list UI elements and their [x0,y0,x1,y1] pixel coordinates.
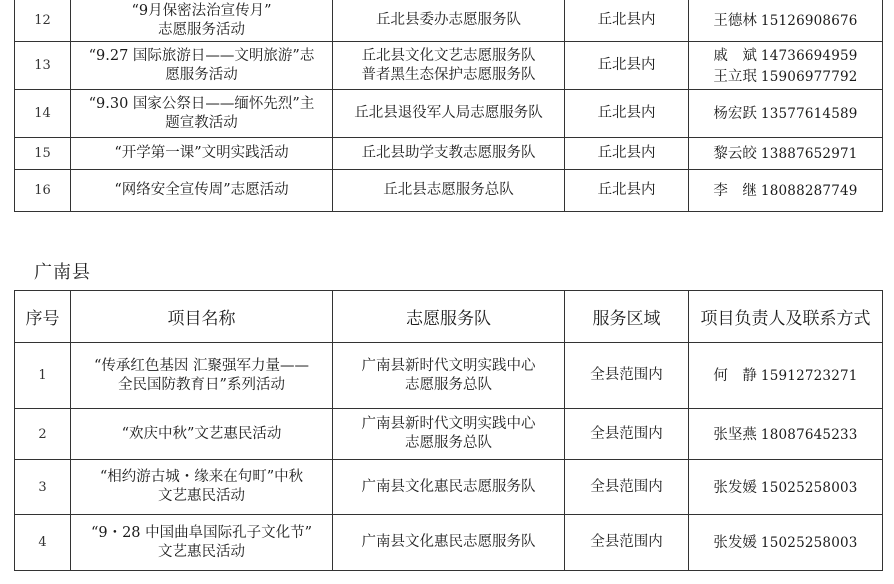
project-name-cell [71,409,333,460]
contact-phone: 15126908676 [760,13,858,29]
volunteer-team-line: 丘北县志愿服务总队 [383,182,514,198]
project-name-cell [71,138,333,170]
contact-phone: 13577614589 [760,106,858,122]
contact-person [693,103,878,124]
contact-phone: 14736694959 [760,47,858,64]
volunteer-team-cell [333,90,565,138]
contact-cell [689,409,883,460]
contact-name: 王立珉 [713,68,757,85]
section-title-guangnan: 广南县 [34,262,91,283]
project-name-cell [71,460,333,515]
contact-name: 张坚燕 [713,426,757,443]
row-number: 15 [15,138,71,170]
table-row [15,460,883,515]
table-row [15,409,883,460]
contact-cell [689,42,883,90]
contact-cell [689,0,883,42]
header-area: 服务区域 [565,291,689,343]
contact-name: 李 继 [713,183,757,199]
service-area: 丘北县内 [565,170,689,212]
volunteer-team-line: 志愿服务总队 [405,435,492,451]
row-number: 2 [15,409,71,460]
contact-name: 何 静 [713,368,757,384]
project-name-cell [71,90,333,138]
contact-person [693,143,878,164]
service-area: 丘北县内 [565,42,689,90]
table-row [15,42,883,90]
contact-cell [689,90,883,138]
project-name-line: “欢庆中秋”文艺惠民活动 [121,425,282,442]
contact-phone: 15906977792 [760,68,858,85]
top-table-body [15,0,883,212]
volunteer-team-cell [333,343,565,409]
table-row [15,0,883,42]
project-name-line: “传承红色基因 汇聚强军力量—— [93,357,310,374]
contact-cell [689,138,883,170]
header-contact: 项目负责人及联系方式 [689,291,883,343]
contact-name: 戚 斌 [713,47,757,64]
contact-name: 黎云皎 [713,146,757,162]
volunteer-team-line: 志愿服务总队 [405,376,492,393]
table-row [15,343,883,409]
row-number: 13 [15,42,71,90]
volunteer-team-cell [333,409,565,460]
volunteer-team-line: 普者黑生态保护志愿服务队 [361,66,536,83]
contact-phone: 18087645233 [760,426,858,443]
project-name-line: 全民国防教育日”系列活动 [118,376,285,393]
volunteer-team-cell [333,515,565,571]
volunteer-team-cell [333,42,565,90]
top-volunteer-table [14,0,883,212]
project-name-line: 文艺惠民活动 [158,543,245,560]
contact-person [693,424,878,445]
project-name-line: 志愿服务活动 [158,21,245,38]
row-number: 16 [15,170,71,212]
volunteer-team-line: 广南县新时代文明实践中心 [361,357,536,374]
row-number: 12 [15,0,71,42]
contact-cell [689,460,883,515]
project-name-line: “9.27 国际旅游日——文明旅游”志 [88,47,315,64]
project-name-cell [71,343,333,409]
volunteer-team-line: 丘北县助学支教志愿服务队 [361,145,536,161]
volunteer-team-cell [333,460,565,515]
table-row [15,138,883,170]
contact-cell [689,515,883,571]
row-number: 4 [15,515,71,571]
project-name-line: 题宣教活动 [165,114,238,131]
contact-phone: 15025258003 [760,479,858,496]
contact-person [693,365,878,386]
row-number: 14 [15,90,71,138]
volunteer-team-cell [333,0,565,42]
contact-person [693,45,878,66]
volunteer-team-line: 丘北县退役军人局志愿服务队 [354,105,543,121]
project-name-cell [71,515,333,571]
contact-person [693,10,878,31]
contact-phone: 15912723271 [760,368,858,384]
volunteer-team-cell [333,138,565,170]
contact-cell [689,343,883,409]
project-name-line: “开学第一课”文明实践活动 [114,145,289,161]
service-area: 全县范围内 [565,460,689,515]
contact-person [693,477,878,498]
service-area: 丘北县内 [565,138,689,170]
project-name-line: 文艺惠民活动 [158,488,245,504]
row-number: 1 [15,343,71,409]
contact-cell [689,170,883,212]
volunteer-team-line: 丘北县委办志愿服务队 [376,12,521,28]
contact-name: 张发媛 [713,479,757,496]
contact-person [693,180,878,201]
contact-phone: 13887652971 [760,146,858,162]
contact-name: 杨宏跃 [713,106,757,122]
bottom-volunteer-table [14,290,883,571]
project-name-line: “9月保密法治宣传月” [131,2,272,19]
project-name-line: “相约游古城・缘来在句町”中秋 [99,469,304,485]
row-number: 3 [15,460,71,515]
project-name-line: “网络安全宣传周”志愿活动 [114,182,289,198]
contact-name: 王德林 [713,13,757,29]
header-no: 序号 [15,291,71,343]
project-name-cell [71,170,333,212]
header-project: 项目名称 [71,291,333,343]
contact-name: 张发媛 [713,535,757,551]
contact-phone: 18088287749 [760,183,858,199]
volunteer-team-line: 丘北县文化文艺志愿服务队 [361,47,536,64]
service-area: 丘北县内 [565,90,689,138]
project-name-line: 愿服务活动 [165,66,238,83]
project-name-line: “9・28 中国曲阜国际孔子文化节” [90,524,313,541]
project-name-cell [71,42,333,90]
table-header-row [15,291,883,343]
volunteer-team-line: 广南县文化惠民志愿服务队 [361,478,536,495]
table-row [15,90,883,138]
service-area: 全县范围内 [565,515,689,571]
contact-person [693,532,878,553]
contact-phone: 15025258003 [760,535,858,551]
service-area: 全县范围内 [565,409,689,460]
project-name-cell [71,0,333,42]
table-row [15,515,883,571]
service-area: 丘北县内 [565,0,689,42]
volunteer-team-line: 广南县新时代文明实践中心 [361,416,536,432]
service-area: 全县范围内 [565,343,689,409]
table-row [15,170,883,212]
contact-person [693,66,878,87]
project-name-line: “9.30 国家公祭日——缅怀先烈”主 [88,95,315,112]
header-team: 志愿服务队 [333,291,565,343]
volunteer-team-cell [333,170,565,212]
volunteer-team-line: 广南县文化惠民志愿服务队 [361,534,536,550]
bottom-table-body [15,343,883,571]
